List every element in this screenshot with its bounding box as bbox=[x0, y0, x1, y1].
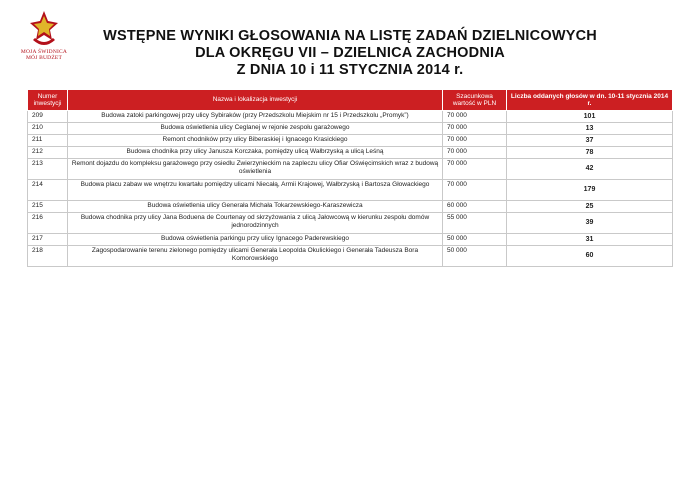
cell-votes: 25 bbox=[507, 201, 673, 213]
results-table bbox=[27, 89, 673, 267]
header-cost: Szacunkowa wartość w PLN bbox=[443, 90, 507, 111]
cell-cost: 70 000 bbox=[443, 180, 507, 201]
cell-cost: 70 000 bbox=[443, 135, 507, 147]
cell-name: Budowa oświetlenia ulicy Ceglanej w rejonie zespołu garażowego bbox=[68, 123, 443, 135]
cell-cost: 50 000 bbox=[443, 234, 507, 246]
table-row bbox=[28, 234, 673, 246]
cell-name: Budowa chodnika przy ulicy Jana Boduena de Courtenay od skrzyżowania z ulicą Jałowcową w kierunku zespołu domów jednorodzinnych bbox=[68, 213, 443, 234]
cell-name: Remont chodników przy ulicy Biberaskiej i Ignacego Krasickiego bbox=[68, 135, 443, 147]
cell-number: 218 bbox=[28, 246, 68, 267]
logo-line1: MOJA ŚWIDNICA bbox=[20, 49, 68, 55]
table-row bbox=[28, 111, 673, 123]
table-row bbox=[28, 246, 673, 267]
cell-votes: 60 bbox=[507, 246, 673, 267]
document-title bbox=[80, 28, 620, 79]
header-votes: Liczba oddanych głosów w dn. 10-11 stycznia 2014 r. bbox=[507, 90, 673, 111]
cell-name: Budowa oświetlenia ulicy Generała Michała Tokarzewskiego-Karaszewicza bbox=[68, 201, 443, 213]
cell-name: Budowa chodnika przy ulicy Janusza Korczaka, pomiędzy ulicą Wałbrzyską a ulicą Leśną bbox=[68, 147, 443, 159]
cell-cost: 70 000 bbox=[443, 147, 507, 159]
cell-name: Zagospodarowanie terenu zielonego pomiędzy ulicami Generała Leopolda Okulickiego i Generała Tadeusza Bora Komorowskiego bbox=[68, 246, 443, 267]
header-name: Nazwa i lokalizacja inwestycji bbox=[68, 90, 443, 111]
cell-cost: 70 000 bbox=[443, 159, 507, 180]
cell-name: Remont dojazdu do kompleksu garażowego przy osiedlu Zwierzynieckim na zapleczu ulicy Ofiar Oświęcimskich wraz z budową oświetlenia bbox=[68, 159, 443, 180]
cell-name: Budowa oświetlenia parkingu przy ulicy Ignacego Paderewskiego bbox=[68, 234, 443, 246]
cell-votes: 42 bbox=[507, 159, 673, 180]
cell-cost: 70 000 bbox=[443, 123, 507, 135]
cell-number: 212 bbox=[28, 147, 68, 159]
table-row bbox=[28, 135, 673, 147]
table-row bbox=[28, 201, 673, 213]
cell-number: 215 bbox=[28, 201, 68, 213]
cell-number: 216 bbox=[28, 213, 68, 234]
cell-votes: 39 bbox=[507, 213, 673, 234]
cell-cost: 60 000 bbox=[443, 201, 507, 213]
logo-emblem-icon bbox=[29, 10, 59, 48]
cell-cost: 50 000 bbox=[443, 246, 507, 267]
title-line2: DLA OKRĘGU VII – DZIELNICA ZACHODNIA bbox=[195, 45, 505, 61]
table-row bbox=[28, 180, 673, 201]
cell-cost: 70 000 bbox=[443, 111, 507, 123]
table-row bbox=[28, 213, 673, 234]
cell-name: Budowa zatoki parkingowej przy ulicy Sybiraków (przy Przedszkolu Miejskim nr 15 i Przedszkolu „Promyk”) bbox=[68, 111, 443, 123]
cell-number: 214 bbox=[28, 180, 68, 201]
cell-number: 211 bbox=[28, 135, 68, 147]
table-row bbox=[28, 123, 673, 135]
cell-number: 210 bbox=[28, 123, 68, 135]
table-row bbox=[28, 147, 673, 159]
cell-votes: 13 bbox=[507, 123, 673, 135]
cell-votes: 101 bbox=[507, 111, 673, 123]
title-line3: Z DNIA 10 i 11 STYCZNIA 2014 r. bbox=[236, 62, 464, 78]
logo bbox=[12, 10, 76, 70]
cell-cost: 55 000 bbox=[443, 213, 507, 234]
cell-number: 217 bbox=[28, 234, 68, 246]
title-line1: WSTĘPNE WYNIKI GŁOSOWANIA NA LISTĘ ZADAŃ DZIELNICOWYCH bbox=[103, 28, 597, 44]
cell-number: 209 bbox=[28, 111, 68, 123]
cell-name: Budowa placu zabaw we wnętrzu kwartału pomiędzy ulicami Niecałą, Armii Krajowej, Wałbrzyską i Bartosza Głowackiego bbox=[68, 180, 443, 201]
cell-votes: 179 bbox=[507, 180, 673, 201]
table-header-row bbox=[28, 90, 673, 111]
cell-votes: 31 bbox=[507, 234, 673, 246]
cell-votes: 78 bbox=[507, 147, 673, 159]
header-number: Numer inwestycji bbox=[28, 90, 68, 111]
cell-votes: 37 bbox=[507, 135, 673, 147]
table-row bbox=[28, 159, 673, 180]
cell-number: 213 bbox=[28, 159, 68, 180]
logo-line2: MÓJ BUDŻET bbox=[25, 55, 63, 61]
